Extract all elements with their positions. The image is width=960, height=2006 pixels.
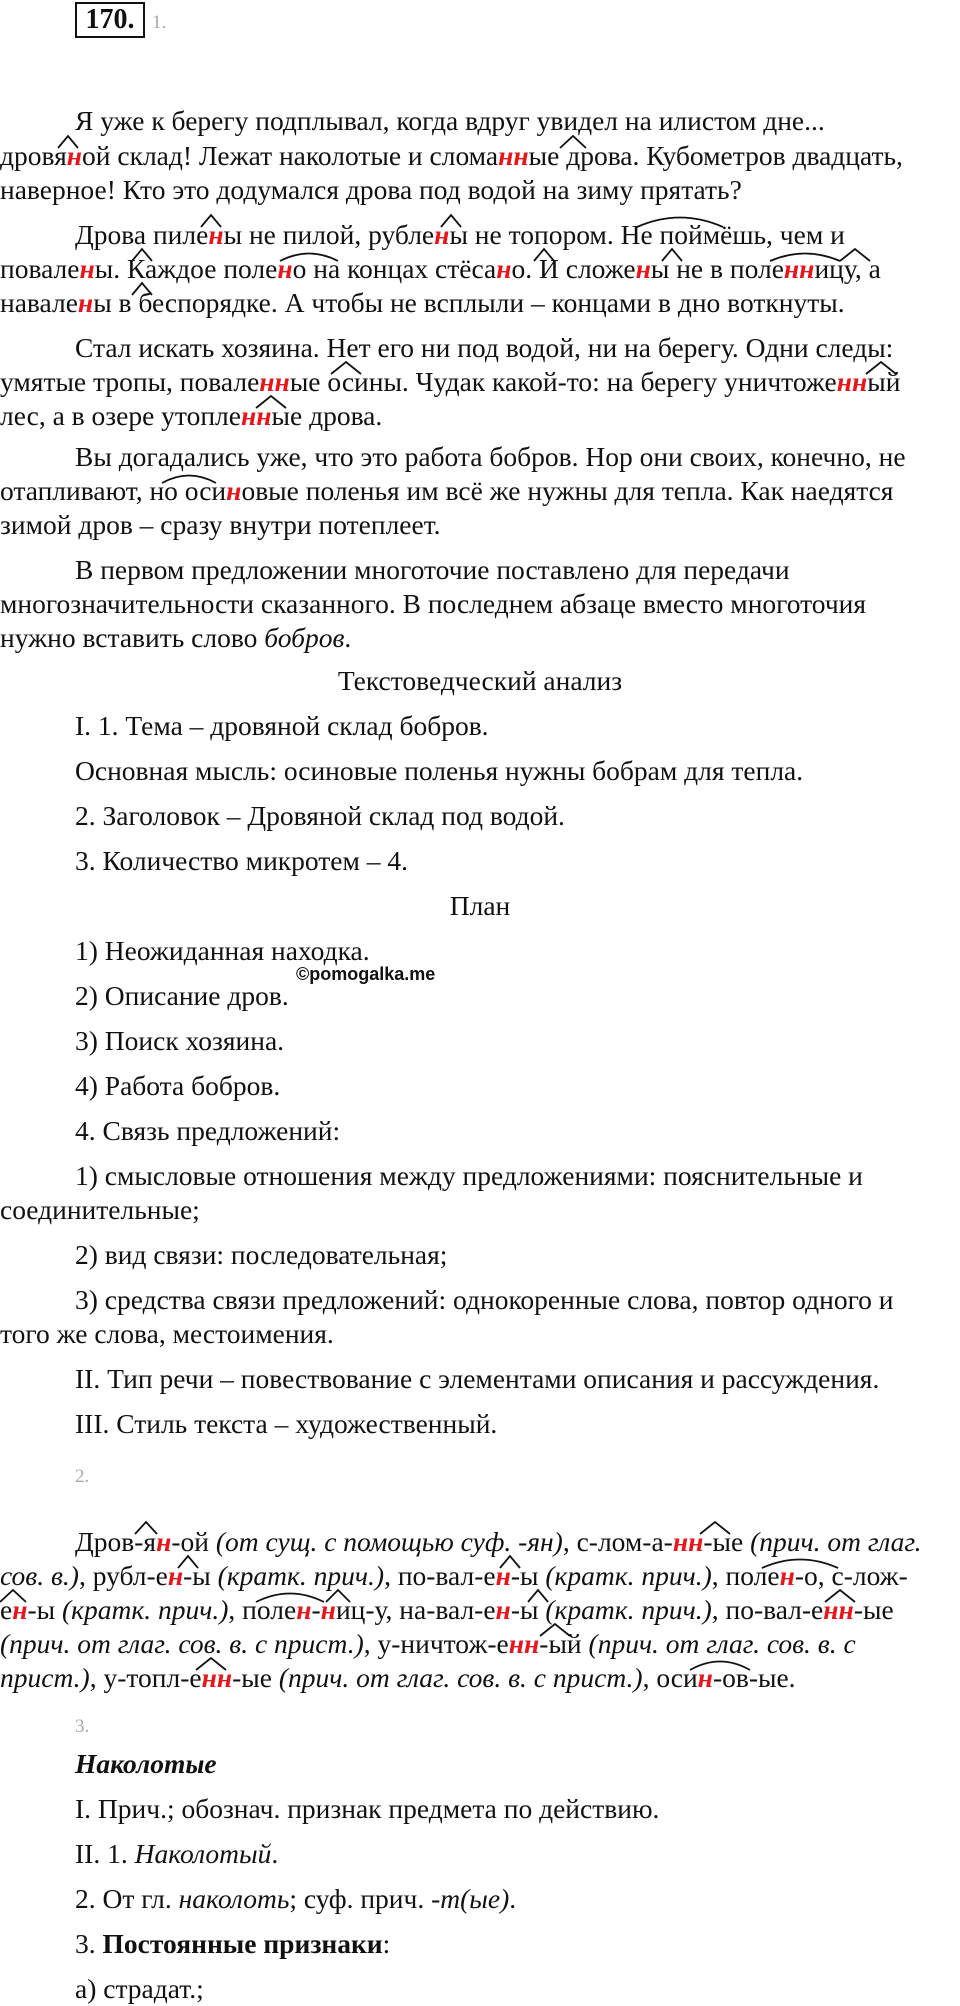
analysis-links-2: 2) вид связи: последовательная; [75,1239,448,1270]
analysis-links-1b: соединительные; [0,1194,200,1225]
text-line-6: навалены в беспорядке. А чтобы не всплыли – концами в дно воткнуты. [0,287,845,318]
exercise-number: 170. [75,2,145,38]
text-line-12: зимой дров – сразу внутри потеплеет. [0,509,441,540]
analysis-links-3a: 3) средства связи предложений: однокоренные слова, повтор одного и [75,1284,894,1315]
text-line-2: дровяной склад! Лежат наколотые и сломанные дрова. Кубометров двадцать, [0,140,903,171]
plan-heading: План [449,890,511,921]
analysis-title: 2. Заголовок – Дровяной склад под водой. [75,800,565,831]
parse-line-1: I. Прич.; обознач. признак предмета по действию. [75,1793,660,1824]
parse-word: Наколотые [75,1748,217,1779]
section-marker-2: 2. [75,1466,90,1487]
morph-line-4: (прич. от глаг. сов. в. с прист.), у-ничтож-енн-ый (прич. от глаг. сов. в. с [0,1628,856,1659]
parse-line-2: II. 1. Наколотый. [75,1838,279,1869]
text-line-7: Стал искать хозяина. Нет его ни под водой, ни на берегу. Одни следы: [75,332,894,363]
analysis-links: 4. Связь предложений: [75,1115,341,1146]
text-line-13: В первом предложении многоточие поставлено для передачи [75,554,790,585]
analysis-idea: Основная мысль: осиновые поленья нужны бобрам для тепла. [75,755,804,786]
analysis-theme: I. 1. Тема – дровяной склад бобров. [75,710,489,741]
text-line-15: нужно вставить слово бобров. [0,622,352,653]
plan-item-4: 4) Работа бобров. [75,1070,281,1101]
text-line-4: Дрова пилены не пилой, рублены не топором. Не поймёшь, чем и [75,219,845,250]
morph-line-5: прист.), у-топл-енн-ые (прич. от глаг. сов. в. с прист.), осин-ов-ые. [0,1662,796,1693]
text-line-9: лес, а в озере утопленные дрова. [0,400,383,431]
text-line-5: повалены. Каждое полено на концах стёсано. И сложены не в поленницу, а [0,253,881,284]
plan-item-1: 1) Неожиданная находка. [75,935,370,966]
morph-line-2: сов. в.), рубл-ен-ы (кратк. прич.), по-вал-ен-ы (кратк. прич.), полен-о, с-лож- [0,1560,908,1591]
watermark: ©pomogalka.me [296,964,436,984]
parse-line-5: а) страдат.; [75,1973,204,2004]
morph-line-3: ен-ы (кратк. прич.), полен-ниц-у, на-вал-ен-ы (кратк. прич.), по-вал-енн-ые [0,1594,894,1625]
plan-item-2: 2) Описание дров. [75,980,289,1011]
text-line-1: Я уже к берегу подплывал, когда вдруг увидел на илистом дне... [75,105,825,136]
analysis-heading: Текстоведческий анализ [337,665,623,696]
section-marker-3: 3. [75,1716,90,1737]
analysis-count: 3. Количество микротем – 4. [75,845,409,876]
text-line-11: отапливают, но осиновые поленья им всё же нужны для тепла. Как наедятся [0,475,894,506]
text-line-14: многозначительности сказанного. В последнем абзаце вместо многоточия [0,588,867,619]
morph-line-1: Дров-ян-ой (от сущ. с помощью суф. -ян), с-лом-а-нн-ые (прич. от глаг. [75,1526,922,1557]
analysis-links-3b: того же слова, местоимения. [0,1318,334,1349]
plan-item-3: 3) Поиск хозяина. [75,1025,285,1056]
section-marker-1: 1. [152,12,167,33]
analysis-type: II. Тип речи – повествование с элементами описания и рассуждения. [75,1363,880,1394]
parse-line-3: 2. От гл. наколоть; суф. прич. -т(ые). [75,1883,517,1914]
analysis-links-1a: 1) смысловые отношения между предложениями: пояснительные и [75,1160,863,1191]
parse-line-4: 3. Постоянные признаки: [75,1928,391,1959]
text-line-10: Вы догадались уже, что это работа бобров. Нор они своих, конечно, не [75,441,906,472]
analysis-style: III. Стиль текста – художественный. [75,1408,498,1439]
text-line-3: наверное! Кто это додумался дрова под водой на зиму прятать? [0,174,742,205]
text-line-8: умятые тропы, поваленные осины. Чудак какой-то: на берегу уничтоженный [0,366,901,397]
